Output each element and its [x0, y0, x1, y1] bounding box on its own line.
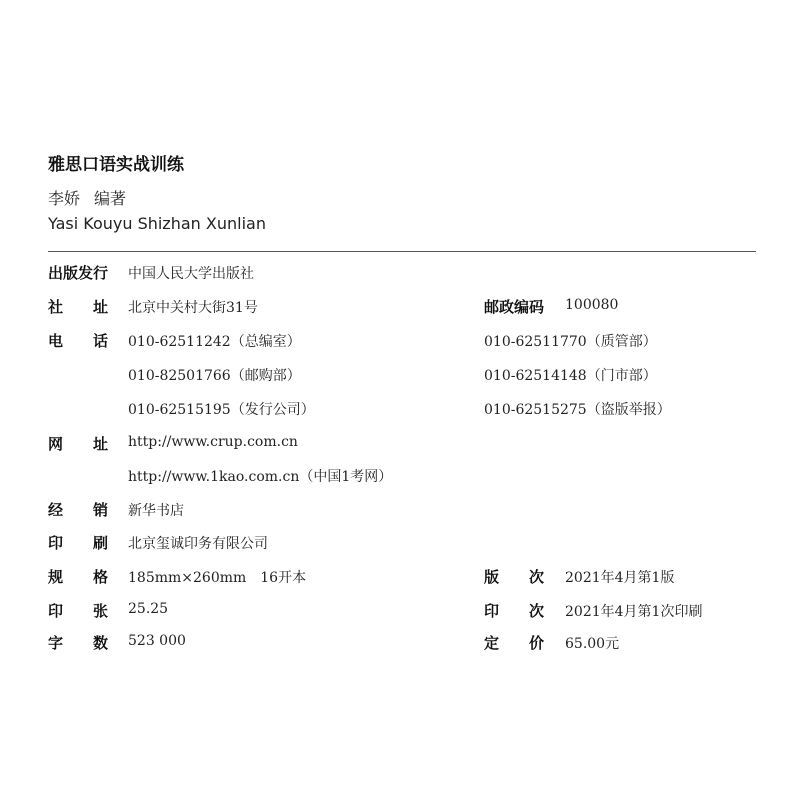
address-value: 北京中关村大街31号: [128, 300, 258, 316]
sheets-label-char-1: 印: [48, 602, 64, 620]
publisher-value: 中国人民大学出版社: [128, 266, 254, 282]
words-label: [48, 632, 108, 653]
phone-left-3: 010-62515195（发行公司）: [128, 402, 315, 418]
website-label-char-1: 网: [48, 435, 64, 453]
printer-label: [48, 532, 108, 553]
printing-label: [484, 600, 544, 621]
printer-label-char-2: 刷: [93, 534, 109, 552]
postcode-label: 邮政编码: [484, 298, 545, 316]
book-title: 雅思口语实战训练: [48, 155, 184, 175]
sheets-label-char-2: 张: [93, 602, 109, 620]
price-label: [484, 632, 544, 653]
phone-label: [48, 330, 108, 351]
phone-label-char-1: 电: [48, 332, 64, 350]
phone-right-3: 010-62515275（盗版举报）: [484, 402, 671, 418]
distributor-label-char-1: 经: [48, 501, 64, 519]
address-label: [48, 296, 108, 317]
format-value: 185mm×260mm 16开本: [128, 570, 307, 586]
words-value: 523 000: [128, 633, 186, 649]
edition-label-char-2: 次: [529, 568, 545, 586]
format-label-char-1: 规: [48, 568, 64, 586]
phone-left-2: 010-82501766（邮购部）: [128, 368, 301, 384]
author-role: 编著: [94, 189, 127, 208]
phone-right-2: 010-62514148（门市部）: [484, 368, 657, 384]
price-value: 65.00元: [565, 636, 620, 652]
printing-label-char-2: 次: [529, 602, 545, 620]
website-2: http://www.1kao.com.cn（中国1考网）: [128, 469, 393, 485]
words-label-char-1: 字: [48, 634, 64, 652]
format-label: [48, 566, 108, 587]
sheets-label: [48, 600, 108, 621]
price-label-char-2: 价: [529, 634, 545, 652]
pinyin-title: Yasi Kouyu Shizhan Xunlian: [48, 214, 266, 233]
website-1: http://www.crup.com.cn: [128, 434, 298, 450]
printing-label-char-1: 印: [484, 602, 500, 620]
words-label-char-2: 数: [93, 634, 109, 652]
phone-label-char-2: 话: [93, 332, 109, 350]
phone-right-1: 010-62511770（质管部）: [484, 334, 657, 350]
phone-left-1: 010-62511242（总编室）: [128, 334, 301, 350]
distributor-value: 新华书店: [128, 503, 184, 519]
distributor-label: [48, 499, 108, 520]
edition-label: [484, 566, 544, 587]
printer-label-char-1: 印: [48, 534, 64, 552]
edition-value: 2021年4月第1版: [565, 570, 675, 586]
address-label-char-2: 址: [93, 298, 109, 316]
divider-line: [48, 251, 756, 252]
distributor-label-char-2: 销: [93, 501, 109, 519]
price-label-char-1: 定: [484, 634, 500, 652]
website-label-char-2: 址: [93, 435, 109, 453]
printer-value: 北京玺诚印务有限公司: [128, 536, 268, 552]
address-label-char-1: 社: [48, 298, 64, 316]
format-label-char-2: 格: [93, 568, 109, 586]
sheets-value: 25.25: [128, 601, 169, 617]
printing-value: 2021年4月第1次印刷: [565, 604, 703, 620]
author-line: [48, 186, 126, 209]
postcode-value: 100080: [565, 297, 619, 313]
edition-label-char-1: 版: [484, 568, 500, 586]
author-name: 李娇: [48, 189, 81, 208]
website-label: [48, 433, 108, 454]
publisher-label: 出版发行: [48, 264, 109, 282]
